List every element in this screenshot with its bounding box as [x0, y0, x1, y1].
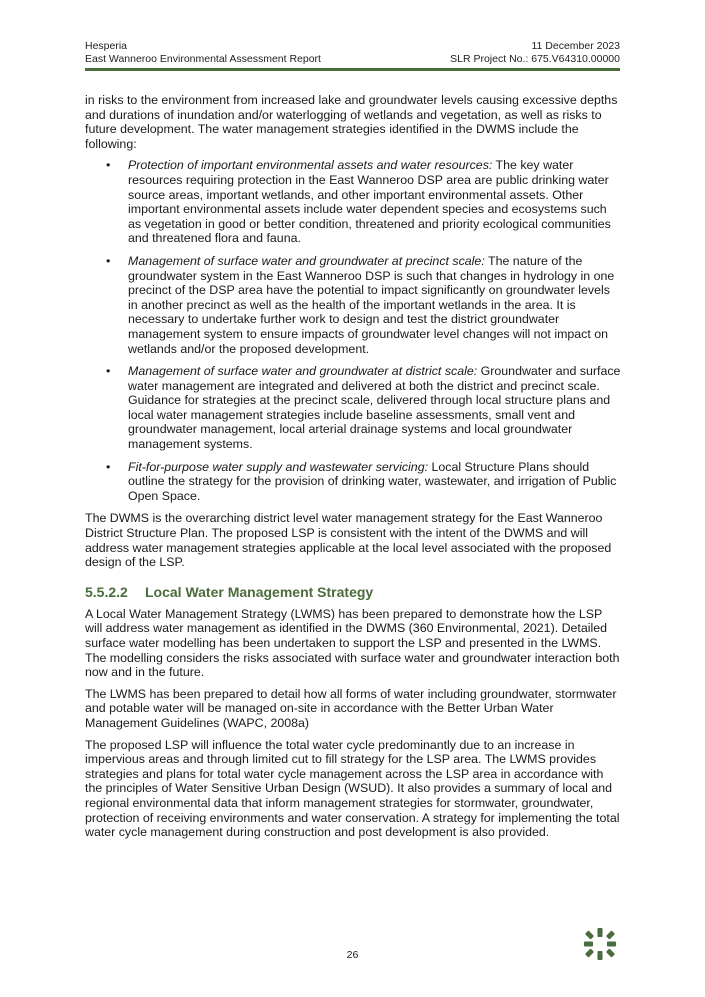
page-header — [85, 40, 620, 68]
intro-paragraph: in risks to the environment from increased lake and groundwater levels causing excessive depths and durations of inundation and/or waterlogging of wetlands and vegetation, as well as risks to future development. The water management strategies identified in the DWMS include the following: — [85, 93, 618, 151]
header-project-no: SLR Project No.: 675.V64310.00000 — [450, 53, 620, 65]
lwms-paragraph-1: A Local Water Management Strategy (LWMS) has been prepared to demonstrate how the LSP will address water management as identified in the DWMS (360 Environmental, 2021). Detailed surface water modelling has been undertaken to support the LSP and presented in the LWMS. The modelling considers the risks associated with surface water and groundwater interaction both now and in the future. — [85, 606, 620, 680]
bullet-lead: Management of surface water and groundwater at precinct scale: — [128, 253, 485, 268]
header-date: 11 December 2023 — [531, 40, 620, 52]
slr-logo-icon — [583, 927, 617, 961]
header-org: Hesperia — [85, 40, 128, 52]
page-body — [85, 93, 621, 847]
header-rule — [85, 68, 620, 71]
bullet-text: Local Structure Plans should outline the strategy for the provision of drinking water, wastewater, and irrigation of Public Open Space. — [128, 459, 617, 503]
list-item — [85, 254, 621, 356]
bullet-lead: Management of surface water and groundwater at district scale: — [128, 364, 478, 379]
lwms-paragraph-3: The proposed LSP will influence the total water cycle predominantly due to an increase in impervious areas and through limited cut to fill strategy for the LSP area. The LWMS provides strategies and plans for total water cycle management across the LSP area in accordance with the principles of Water Sensitive Urban Design (WSUD). It also provides a summary of local and regional environmental data that inform management strategies for stormwater, groundwater, protection of receiving environments and water conservation. A strategy for implementing the total water cycle management during construction and post development is also provided. — [85, 737, 620, 840]
bullet-text: The key water resources requiring protection in the East Wanneroo DSP area are public drinking water source areas, important wetlands, and other important environmental assets. Other important environmental assets include water dependent species and ecosystems such as vegetation in good or better condition, threatened and priority ecological communities and threatened flora and fauna. — [128, 158, 611, 246]
section-title: Local Water Management Strategy — [145, 583, 374, 600]
header-right — [450, 40, 620, 66]
bullet-lead: Protection of important environmental assets and water resources: — [128, 158, 493, 173]
list-item — [85, 460, 621, 504]
bullet-glyph: • — [106, 459, 111, 474]
dwms-paragraph: The DWMS is the overarching district level water management strategy for the East Wanneroo District Structure Plan. The proposed LSP is consistent with the intent of the DWMS and will address water management strategies applicable at the local level associated with the proposed design of the LSP. — [85, 511, 612, 570]
section-heading — [85, 584, 621, 601]
lwms-paragraph-2: The LWMS has been prepared to detail how all forms of water including groundwater, stormwater and potable water will be managed on-site in accordance with the Better Urban Water Management Guidelines (WAPC, 2008a) — [85, 686, 617, 730]
bullet-text: Groundwater and surface water management are integrated and delivered at both the district and precinct scale. Guidance for strategies at the precinct scale, delivered through local structure plans and local water management strategies include baseline assessments, small vent and groundwater management, local arterial drainage systems and local groundwater management systems. — [128, 364, 621, 452]
list-item — [85, 158, 621, 246]
header-report-title: East Wanneroo Environmental Assessment Report — [85, 53, 321, 65]
section-number: 5.5.2.2 — [85, 583, 128, 600]
header-left — [85, 40, 321, 66]
bullet-lead: Fit-for-purpose water supply and wastewater servicing: — [128, 459, 429, 474]
page-number: 26 — [346, 949, 359, 961]
bullet-text: The nature of the groundwater system in the East Wanneroo DSP is such that changes in hydrology in one precinct of the DSP area have the potential to impact significantly on groundwater levels in another precinct as well as the health of the important wetlands in the area. It is necessary to undertake further work to design and test the district groundwater management system to ensure impacts of groundwater level changes will not impact on wetlands and/or the proposed development. — [128, 253, 615, 356]
bullet-glyph: • — [106, 364, 111, 379]
list-item — [85, 364, 621, 452]
strategy-list — [85, 158, 621, 503]
bullet-glyph: • — [106, 158, 111, 173]
bullet-glyph: • — [106, 253, 111, 268]
